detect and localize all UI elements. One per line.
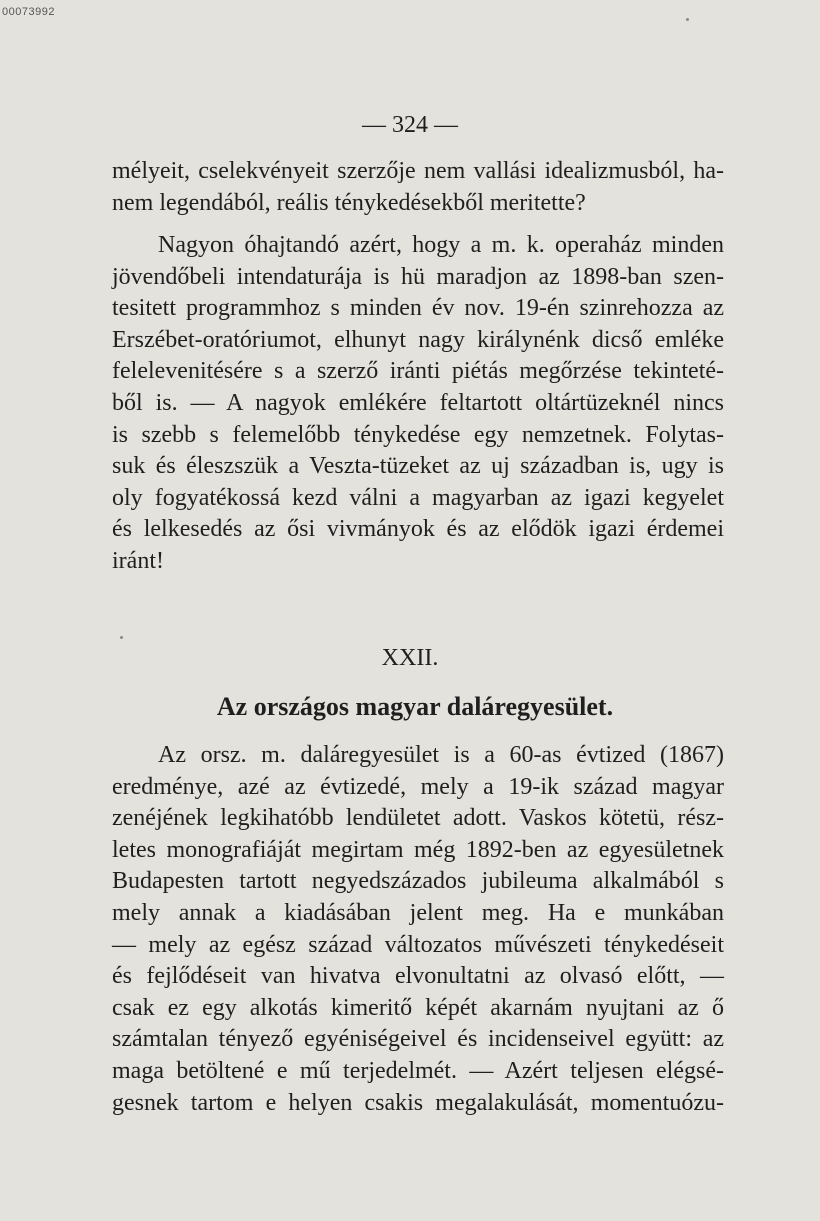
text-line: és fejlődéseit van hivatva elvonultatni az olvasó előtt, —	[112, 963, 724, 990]
text-line: eredménye, azé az évtizedé, mely a 19-ik század magyar	[112, 773, 724, 800]
text-line: ből is. — A nagyok emlékére feltartott oltártüzeknél nincs	[112, 389, 724, 416]
text-line: — mely az egész század változatos művészeti ténykedéseit	[112, 931, 724, 958]
text-line: Erszébet-oratóriumot, elhunyt nagy királynénk dicső emléke	[112, 326, 724, 353]
text-line: mely annak a kiadásában jelent meg. Ha e munkában	[112, 899, 724, 926]
paragraph-2	[112, 230, 724, 578]
text-line: felelevenitésére s a szerző iránti piétás megőrzése tekinteté-	[112, 358, 724, 385]
text-line: is szebb s felemelőbb ténykedése egy nemzetnek. Folytas-	[112, 421, 724, 448]
text-line: számtalan tényező egyéniségeivel és incidenseivel együtt: az	[112, 1026, 724, 1053]
paper-speck	[686, 18, 689, 21]
text-line: Budapesten tartott negyedszázados jubileuma alkalmából s	[112, 868, 724, 895]
text-line: letes monografiáját megirtam még 1892-ben az egyesületnek	[112, 836, 724, 863]
text-line: és lelkesedés az ősi vivmányok és az elődök igazi érdemei	[112, 516, 724, 543]
text-line: jövendőbeli intendaturája is hü maradjon az 1898-ban szen-	[112, 263, 724, 290]
text-line: tesitett programmhoz s minden év nov. 19-én szinrehozza az	[112, 295, 724, 322]
chapter-number: XXII.	[381, 645, 439, 671]
text-line: nem legendából, reális ténykedésekből meritette?	[112, 189, 586, 216]
paragraph-1	[112, 156, 724, 219]
scan-id-label: 00073992	[2, 6, 55, 18]
text-line: Nagyon óhajtandó azért, hogy a m. k. operaház minden	[158, 232, 724, 258]
text-line: gesnek tartom e helyen csakis megalakulását, momentuózu-	[112, 1089, 724, 1116]
text-line: suk és éleszszük a Veszta-tüzeket az uj században is, ugy is	[112, 453, 724, 480]
text-line: oly fogyatékossá kezd válni a magyarban az igazi kegyelet	[112, 484, 724, 511]
text-line: csak ez egy alkotás kimeritő képét akarnám nyujtani az ő	[112, 994, 724, 1021]
page-number: — 324 —	[362, 112, 458, 138]
text-line: Az orsz. m. daláregyesület is a 60-as évtized (1867)	[158, 742, 724, 768]
text-line: zenéjének legkihatóbb lendületet adott. Vaskos kötetü, rész-	[112, 805, 724, 832]
text-line: mélyeit, cselekvényeit szerzője nem vallási idealizmusból, ha-	[112, 158, 724, 184]
paper-speck	[120, 636, 123, 639]
paragraph-3	[112, 740, 724, 1119]
text-line: maga betöltené e mű terjedelmét. — Azért teljesen elégsé-	[112, 1057, 724, 1084]
text-line: iránt!	[112, 547, 164, 574]
chapter-title: Az országos magyar daláregyesület.	[216, 692, 614, 721]
